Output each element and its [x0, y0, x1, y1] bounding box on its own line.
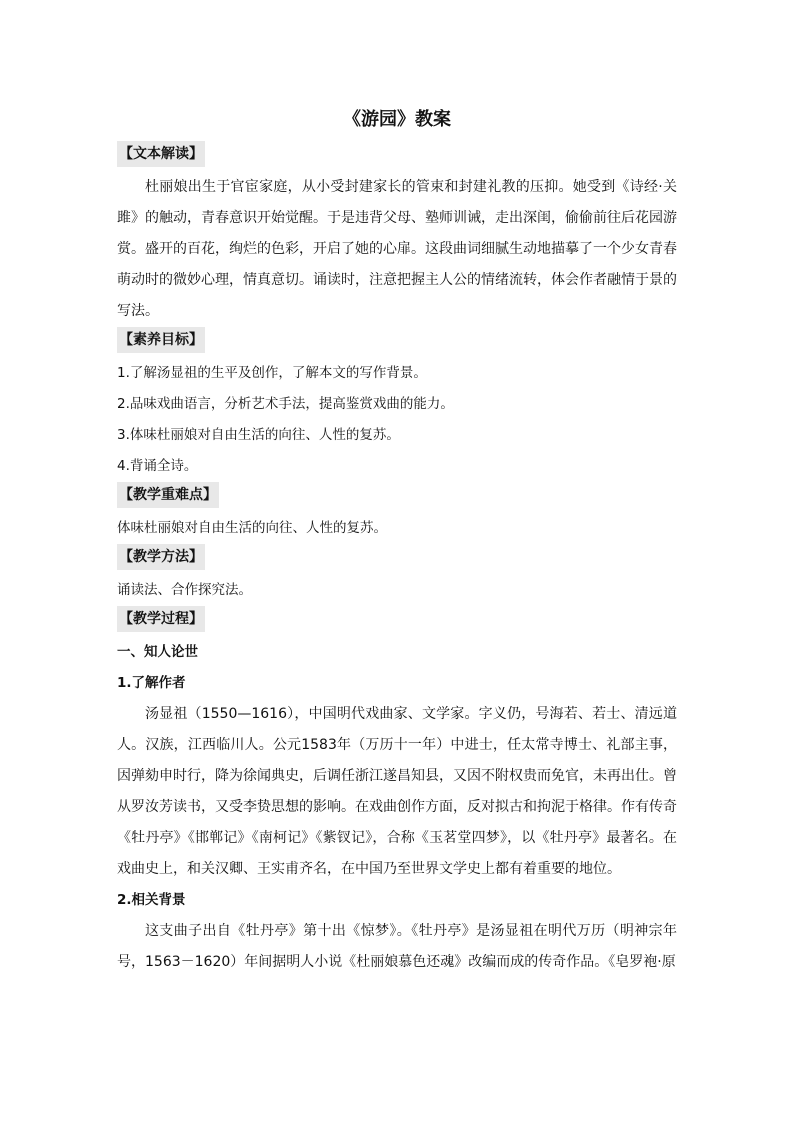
- subheading-author: 1.了解作者: [117, 675, 186, 691]
- document-body: [117, 141, 677, 978]
- goal-item-1: 1.了解汤显祖的生平及创作，了解本文的写作背景。: [117, 365, 427, 381]
- key-points-text: 体味杜丽娘对自由生活的向往、人性的复苏。: [117, 520, 387, 536]
- goal-item-4: 4.背诵全诗。: [117, 458, 198, 474]
- goal-item-2: 2.品味戏曲语言，分析艺术手法，提高鉴赏戏曲的能力。: [117, 396, 454, 412]
- goal-item-3: 3.体味杜丽娘对自由生活的向往、人性的复苏。: [117, 427, 400, 443]
- subheading-background: 2.相关背景: [117, 892, 186, 908]
- section-heading-goals: 【素养目标】: [117, 327, 205, 353]
- background-paragraph: 这支曲子出自《牡丹亭》第十出《惊梦》。《牡丹亭》是汤显祖在明代万历（明神宗年号，1563－1620）年间据明人小说《杜丽娘慕色还魂》改编而成的传奇作品。《皂罗袍·原: [117, 923, 677, 970]
- reading-paragraph: 杜丽娘出生于官宦家庭，从小受封建家长的管束和封建礼教的压抑。她受到《诗经·关雎》的触动，青春意识开始觉醒。于是违背父母、塾师训诫，走出深闺，偷偷前往后花园游赏。盛开的百花，绚烂的色彩，开启了她的心扉。这段曲词细腻生动地描摹了一个少女青春萌动时的微妙心理，情真意切。诵读时，注意把握主人公的情绪流转，体会作者融情于景的写法。: [117, 179, 677, 319]
- section-heading-process: 【教学过程】: [117, 606, 205, 632]
- process-part-1: 一、知人论世: [117, 644, 198, 660]
- author-paragraph: 汤显祖（1550—1616），中国明代戏曲家、文学家。字义仍，号海若、若士、清远道人。汉族，江西临川人。公元1583年（万历十一年）中进士，任太常寺博士、礼部主事，因弹劾申时行，降为徐闻典史，后调任浙江遂昌知县，又因不附权贵而免官，未再出仕。曾从罗汝芳读书，又受李贽思想的影响。在戏曲创作方面，反对拟古和拘泥于格律。作有传奇《牡丹亭》《邯郸记》《南柯记》《紫钗记》，合称《玉茗堂四梦》，以《牡丹亭》最著名。在戏曲史上，和关汉卿、王实甫齐名，在中国乃至世界文学史上都有着重要的地位。: [117, 706, 677, 877]
- section-heading-reading: 【文本解读】: [117, 141, 205, 167]
- section-heading-methods: 【教学方法】: [117, 544, 205, 570]
- document-title: 《游园》教案: [343, 109, 451, 130]
- methods-text: 诵读法、合作探究法。: [117, 582, 252, 598]
- section-heading-key-points: 【教学重难点】: [117, 482, 219, 508]
